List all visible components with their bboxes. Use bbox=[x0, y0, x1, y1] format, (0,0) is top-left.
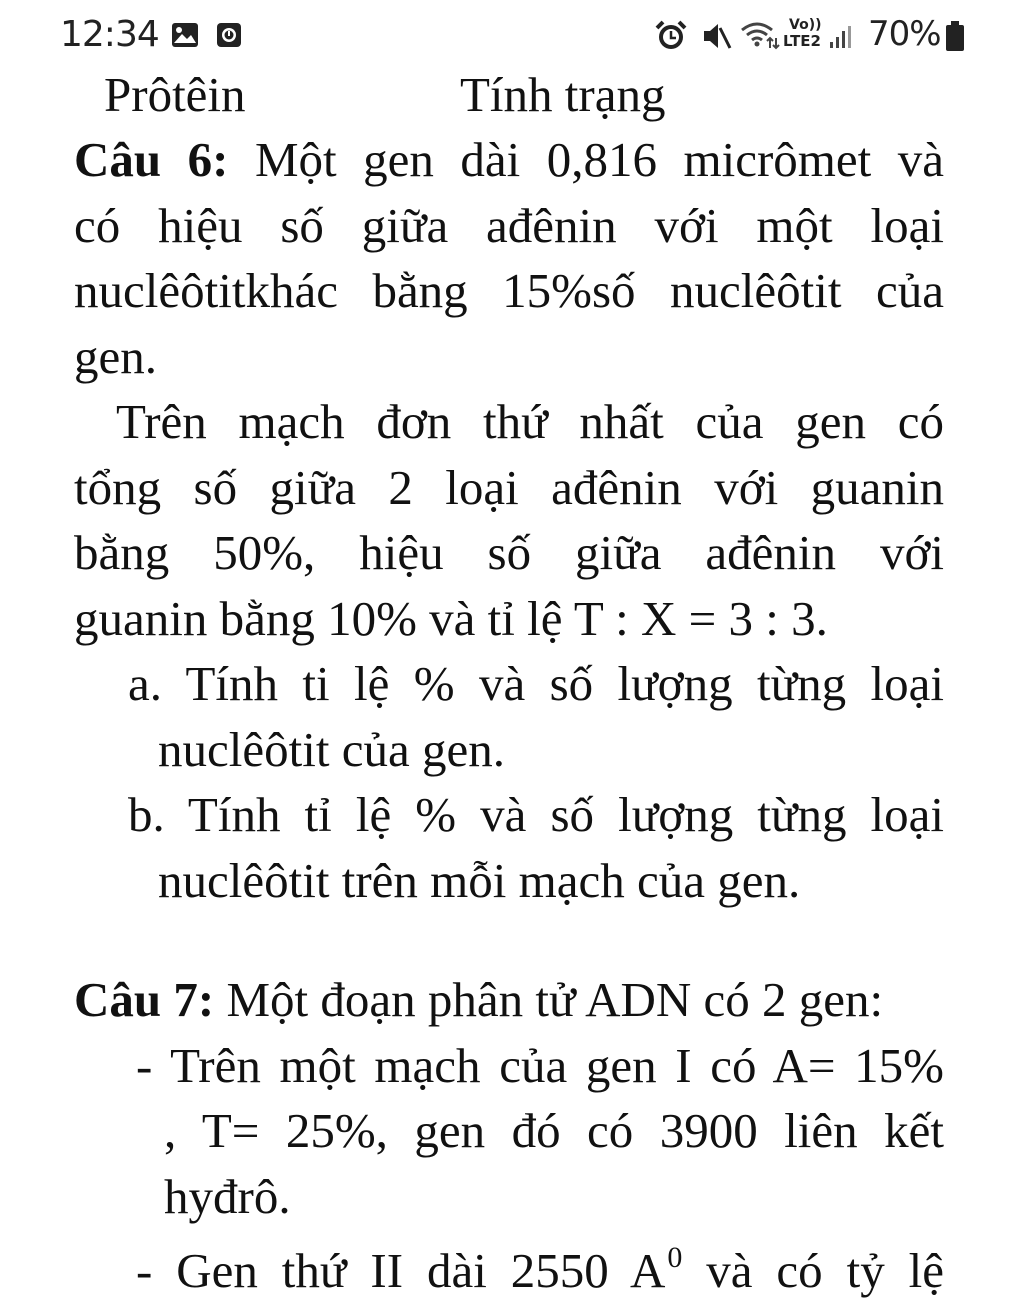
signal-icon bbox=[828, 24, 854, 50]
gallery-icon bbox=[171, 22, 199, 48]
header-trait: Tính trạng bbox=[460, 67, 666, 122]
battery-percent: 70% bbox=[868, 14, 941, 54]
battery-icon bbox=[944, 20, 966, 52]
q7-item1-line-1: - Trên một mạch của gen I có A= 15% bbox=[136, 1038, 944, 1093]
network-label: LTE2 bbox=[783, 32, 821, 50]
clock-app-icon bbox=[216, 22, 242, 48]
q6-line-8: guanin bằng 10% và tỉ lệ T : X = 3 : 3. bbox=[74, 591, 828, 646]
q6-part-a-line-2: nuclêôtit của gen. bbox=[158, 722, 505, 777]
q7-item1-line-3: hyđrô. bbox=[164, 1169, 291, 1224]
q6-line-3: nuclêôtitkhác bằng 15%số nuclêôtit của bbox=[74, 263, 944, 318]
mute-icon bbox=[700, 20, 732, 52]
q7-intro-line: Câu 7: Một đoạn phân tử ADN có 2 gen: bbox=[74, 972, 884, 1027]
q6-line-7: bằng 50%, hiệu số giữa ađênin với bbox=[74, 525, 944, 580]
q6-label: Câu 6: bbox=[74, 132, 229, 187]
volte-label: Vo)) bbox=[789, 17, 822, 33]
q6-part-b-line-1: b. Tính tỉ lệ % và số lượng từng loại bbox=[128, 787, 944, 842]
status-bar bbox=[0, 0, 1024, 70]
status-time: 12:34 bbox=[60, 14, 159, 55]
q7-item1-line-2: , T= 25%, gen đó có 3900 liên kết bbox=[164, 1103, 944, 1158]
angstrom-superscript: 0 bbox=[667, 1241, 683, 1274]
q6-line-2: có hiệu số giữa ađênin với một loại bbox=[74, 198, 944, 253]
wifi-icon bbox=[740, 22, 780, 50]
q6-line-4: gen. bbox=[74, 329, 157, 384]
alarm-icon bbox=[654, 20, 688, 52]
header-protein: Prôtêin bbox=[104, 67, 246, 122]
q6-part-a-line-1: a. Tính ti lệ % và số lượng từng loại bbox=[128, 656, 944, 711]
q6-line-5: Trên mạch đơn thứ nhất của gen có bbox=[116, 394, 944, 449]
q6-line-6: tổng số giữa 2 loại ađênin với guanin bbox=[74, 460, 944, 515]
q7-label: Câu 7: bbox=[74, 972, 215, 1027]
q6-part-b-line-2: nuclêôtit trên mỗi mạch của gen. bbox=[158, 853, 801, 908]
q7-item2-line-1: - Gen thứ II dài 2550 $A^0$ và có tỷ lệ bbox=[136, 1241, 944, 1298]
q6-line-1: Câu 6: Một gen dài 0,816 micrômet và bbox=[74, 132, 944, 187]
